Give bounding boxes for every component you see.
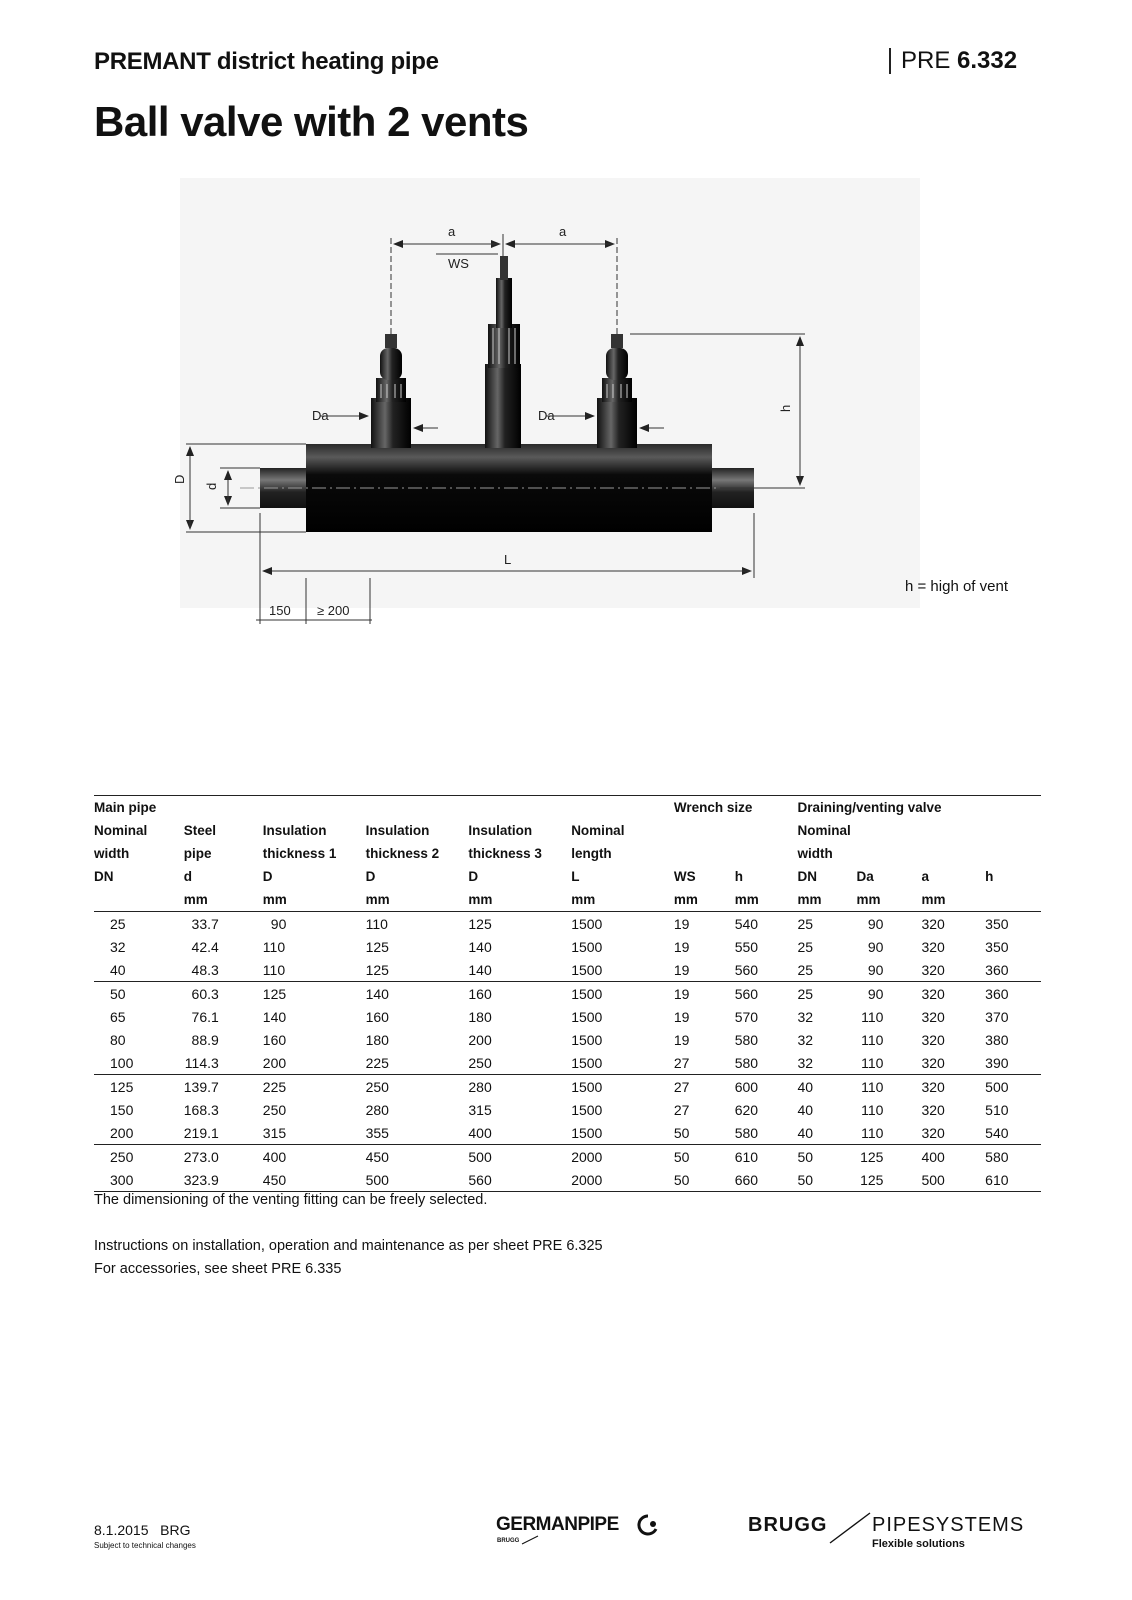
- table-cell: 360: [985, 958, 1041, 982]
- table-cell: 19: [673, 1008, 690, 1025]
- column-header: thickness 3: [468, 846, 542, 861]
- column-header: [674, 842, 735, 865]
- table-cell: 110: [861, 1008, 884, 1025]
- table-cell: 2000: [571, 1168, 674, 1192]
- column-header: mm: [798, 888, 857, 912]
- table-cell: 600: [734, 1078, 759, 1095]
- table-cell: 90: [867, 985, 884, 1002]
- table-row: [94, 1121, 1041, 1145]
- column-header: [735, 819, 798, 842]
- footer-date: 8.1.2015 BRG: [94, 1522, 191, 1538]
- table-cell: 500: [921, 1168, 985, 1192]
- column-header: L: [571, 869, 580, 884]
- column-header: Insulation: [262, 823, 327, 838]
- table-cell: 76.1: [191, 1008, 219, 1025]
- table-cell: 32: [798, 1051, 857, 1075]
- table-cell: 580: [735, 1051, 798, 1075]
- column-header: mm: [674, 888, 735, 912]
- table-cell: 560: [734, 985, 759, 1002]
- table-row: [94, 935, 1041, 958]
- table-cell: 580: [734, 1031, 759, 1048]
- column-header: width: [797, 846, 833, 861]
- table-cell: 550: [734, 938, 759, 955]
- group-wrench-size: Wrench size: [674, 796, 798, 820]
- sheet-code: [889, 48, 1017, 74]
- table-cell: 610: [734, 1148, 759, 1165]
- table-cell: 88.9: [191, 1031, 219, 1048]
- table-cell: 360: [985, 985, 1009, 1002]
- table-cell: 320: [921, 1031, 945, 1048]
- table-row: [94, 982, 1041, 1006]
- column-header: d: [183, 869, 192, 884]
- table-cell: 33.7: [191, 915, 219, 932]
- table-cell: 48.3: [184, 958, 263, 982]
- label-h: h: [778, 404, 793, 412]
- table-cell: 50: [674, 1121, 735, 1145]
- label-a-left: a: [448, 224, 456, 239]
- label-D: D: [172, 474, 187, 484]
- table-cell: 27: [674, 1051, 735, 1075]
- table-cell: 140: [365, 985, 389, 1002]
- table-cell: 140: [468, 958, 571, 982]
- table-cell: 180: [365, 1031, 389, 1048]
- column-header: mm: [263, 888, 366, 912]
- column-header: h: [985, 869, 994, 884]
- table-cell: 500: [985, 1078, 1009, 1095]
- note-instructions: Instructions on installation, operation and maintenance as per sheet PRE 6.325: [94, 1238, 603, 1254]
- column-header: Da: [856, 869, 874, 884]
- table-cell: 100: [94, 1051, 184, 1075]
- table-row: [94, 1168, 1041, 1192]
- table-cell: 32: [797, 1031, 814, 1048]
- table-cell: 350: [985, 938, 1009, 955]
- table-cell: 323.9: [184, 1168, 263, 1192]
- column-header: Insulation: [365, 823, 430, 838]
- column-header: [921, 842, 985, 865]
- table-cell: 320: [921, 915, 945, 932]
- table-cell: 160: [365, 1008, 389, 1025]
- table-cell: 570: [734, 1008, 759, 1025]
- table-cell: 580: [985, 1148, 1009, 1165]
- table-cell: 50: [798, 1168, 857, 1192]
- table-cell: 25: [797, 985, 814, 1002]
- column-header: mm: [921, 888, 985, 912]
- table-cell: 200: [263, 1051, 366, 1075]
- table-cell: 560: [735, 958, 798, 982]
- table-cell: 90: [270, 915, 287, 932]
- footer-subject: Subject to technical changes: [94, 1541, 196, 1550]
- column-header: a: [921, 869, 929, 884]
- table-cell: 1500: [571, 1031, 603, 1048]
- table-cell: 140: [468, 938, 492, 955]
- table-cell: 125: [856, 1168, 921, 1192]
- table-cell: 90: [856, 958, 921, 982]
- column-header: Steel: [183, 823, 217, 838]
- table-cell: 139.7: [183, 1078, 219, 1095]
- table-cell: 320: [921, 1101, 945, 1118]
- table-cell: 125: [110, 1078, 134, 1095]
- table-cell: 19: [673, 1031, 690, 1048]
- column-header: [856, 819, 921, 842]
- table-header-row: [94, 865, 1041, 888]
- brugg-pipesystems-logo: [748, 1511, 1048, 1556]
- table-cell: 110: [263, 958, 366, 982]
- sheet-code-number: 6.332: [957, 47, 1018, 74]
- brugg-tagline: Flexible solutions: [872, 1538, 965, 1550]
- label-ws: WS: [448, 256, 469, 271]
- column-header: [985, 842, 1041, 865]
- sheet-code-prefix: PRE: [901, 47, 951, 74]
- product-title: PREMANT district heating pipe: [94, 48, 439, 75]
- column-header: DN: [94, 869, 114, 884]
- table-cell: 200: [94, 1121, 184, 1145]
- table-row: [94, 1028, 1041, 1051]
- column-header: [985, 888, 1041, 912]
- table-cell: 110: [856, 1051, 921, 1075]
- table-cell: 110: [262, 938, 286, 955]
- table-cell: 1500: [571, 1101, 603, 1118]
- table-cell: 355: [366, 1121, 469, 1145]
- table-cell: 32: [797, 1008, 814, 1025]
- column-header: [921, 819, 985, 842]
- table-cell: 400: [921, 1148, 945, 1165]
- table-cell: 280: [468, 1078, 492, 1095]
- table-cell: 60.3: [191, 985, 219, 1002]
- table-cell: 19: [673, 938, 690, 955]
- label-a-right: a: [559, 224, 567, 239]
- table-cell: 500: [468, 1148, 492, 1165]
- column-header: width: [94, 846, 130, 861]
- label-d: d: [204, 482, 219, 490]
- column-header: [735, 842, 798, 865]
- column-header: WS: [673, 869, 696, 884]
- table-cell: 140: [262, 1008, 287, 1025]
- label-200: ≥ 200: [317, 603, 350, 618]
- table-cell: 540: [734, 915, 759, 932]
- label-da-left: Da: [312, 408, 329, 423]
- table-cell: 40: [798, 1121, 857, 1145]
- table-cell: 150: [110, 1101, 134, 1118]
- table-cell: 250: [262, 1101, 287, 1118]
- table-cell: 168.3: [183, 1101, 219, 1118]
- note-venting: The dimensioning of the venting fitting can be freely selected.: [94, 1192, 488, 1208]
- table-row: [94, 1051, 1041, 1075]
- table-cell: 200: [468, 1031, 492, 1048]
- table-cell: 400: [262, 1148, 287, 1165]
- table-unit-row: [94, 888, 1041, 912]
- label-150: 150: [269, 603, 291, 618]
- table-cell: 125: [468, 915, 492, 932]
- column-header: [856, 842, 921, 865]
- column-header: h: [734, 869, 743, 884]
- table-cell: 42.4: [191, 938, 219, 955]
- table-cell: 50: [674, 1168, 735, 1192]
- column-header: [94, 888, 184, 912]
- column-header: D: [365, 869, 376, 884]
- ball-valve-drawing: [172, 178, 920, 638]
- table-cell: 273.0: [183, 1148, 219, 1165]
- label-da-right: Da: [538, 408, 555, 423]
- table-header-row: [94, 842, 1041, 865]
- table-cell: 19: [673, 915, 690, 932]
- table-cell: 320: [921, 1121, 985, 1145]
- table-cell: 110: [861, 1078, 884, 1095]
- table-cell: 320: [921, 938, 945, 955]
- table-cell: 25: [798, 958, 857, 982]
- table-cell: 320: [921, 1051, 985, 1075]
- table-cell: 510: [985, 1101, 1009, 1118]
- germanpipe-logo-text: GERMANPIPE: [496, 1514, 619, 1535]
- table-cell: 2000: [571, 1148, 603, 1165]
- table-cell: 400: [468, 1121, 571, 1145]
- table-cell: 450: [365, 1148, 389, 1165]
- table-cell: 110: [861, 1031, 884, 1048]
- pipesystems-logo-text: PIPESYSTEMS: [872, 1514, 1025, 1536]
- table-cell: 25: [110, 915, 126, 932]
- table-cell: 320: [921, 958, 985, 982]
- table-cell: 125: [366, 958, 469, 982]
- table-cell: 125: [262, 985, 287, 1002]
- column-header: mm: [366, 888, 469, 912]
- table-cell: 660: [735, 1168, 798, 1192]
- table-row: [94, 1005, 1041, 1028]
- table-cell: 125: [365, 938, 389, 955]
- table-cell: 50: [797, 1148, 814, 1165]
- table-cell: 32: [110, 938, 126, 955]
- table-cell: 90: [867, 938, 884, 955]
- table-row: [94, 1075, 1041, 1099]
- table-cell: 320: [921, 1008, 945, 1025]
- column-header: thickness 2: [365, 846, 440, 861]
- table-cell: 50: [673, 1148, 690, 1165]
- table-cell: 250: [468, 1051, 571, 1075]
- column-header: thickness 1: [262, 846, 337, 861]
- table-cell: 110: [365, 915, 388, 932]
- table-cell: 40: [94, 958, 184, 982]
- table-group-header: [94, 796, 1041, 820]
- column-header: mm: [571, 888, 674, 912]
- table-cell: 540: [985, 1121, 1041, 1145]
- group-draining: Draining/venting valve: [798, 796, 1041, 820]
- table-cell: 40: [797, 1078, 814, 1095]
- table-cell: 27: [673, 1101, 690, 1118]
- germanpipe-logo-sub: BRUGG: [497, 1538, 520, 1544]
- table-cell: 110: [861, 1101, 884, 1118]
- column-header: mm: [856, 888, 921, 912]
- table-cell: 320: [921, 985, 945, 1002]
- table-cell: 380: [985, 1031, 1009, 1048]
- column-header: [985, 819, 1041, 842]
- table-cell: 315: [263, 1121, 366, 1145]
- table-cell: 180: [468, 1008, 492, 1025]
- column-header: mm: [735, 888, 798, 912]
- column-header: [674, 819, 735, 842]
- label-L: L: [504, 552, 512, 567]
- table-cell: 1500: [571, 1051, 674, 1075]
- table-cell: 1500: [571, 938, 603, 955]
- table-cell: 19: [673, 985, 690, 1002]
- table-row: [94, 1145, 1041, 1169]
- table-cell: 250: [365, 1078, 389, 1095]
- table-cell: 25: [797, 915, 814, 932]
- table-row: [94, 912, 1041, 936]
- table-cell: 390: [985, 1051, 1041, 1075]
- table-cell: 1500: [571, 1121, 674, 1145]
- table-cell: 125: [860, 1148, 884, 1165]
- table-cell: 90: [867, 915, 884, 932]
- column-header: D: [468, 869, 479, 884]
- column-header: mm: [184, 888, 263, 912]
- germanpipe-logo: [496, 1510, 676, 1551]
- table-cell: 500: [366, 1168, 469, 1192]
- table-cell: 1500: [571, 985, 603, 1002]
- table-cell: 50: [110, 985, 126, 1002]
- column-header: Nominal: [797, 823, 851, 838]
- table-cell: 370: [985, 1008, 1009, 1025]
- table-cell: 40: [797, 1101, 814, 1118]
- column-header: D: [262, 869, 273, 884]
- table-cell: 160: [468, 985, 492, 1002]
- table-cell: 27: [673, 1078, 690, 1095]
- column-header: Nominal: [571, 823, 625, 838]
- column-header: DN: [797, 869, 818, 884]
- column-header: pipe: [183, 846, 212, 861]
- table-cell: 320: [921, 1078, 945, 1095]
- table-cell: 114.3: [184, 1051, 263, 1075]
- brugg-logo-text: BRUGG: [748, 1514, 828, 1536]
- column-header: Insulation: [468, 823, 533, 838]
- table-cell: 110: [856, 1121, 921, 1145]
- page-title: Ball valve with 2 vents: [94, 98, 529, 145]
- table-cell: 160: [262, 1031, 287, 1048]
- table-cell: 620: [734, 1101, 759, 1118]
- column-header: mm: [468, 888, 571, 912]
- table-cell: 219.1: [184, 1121, 263, 1145]
- table-cell: 225: [262, 1078, 287, 1095]
- table-cell: 350: [985, 915, 1009, 932]
- table-row: [94, 958, 1041, 982]
- table-header-row: [94, 819, 1041, 842]
- table-cell: 1500: [571, 1078, 603, 1095]
- group-main-pipe: Main pipe: [94, 796, 674, 820]
- h-note: h = high of vent: [905, 578, 1008, 595]
- table-cell: 65: [110, 1008, 126, 1025]
- table-cell: 560: [468, 1168, 571, 1192]
- table-cell: 610: [985, 1168, 1041, 1192]
- table-cell: 315: [468, 1101, 492, 1118]
- table-cell: 1500: [571, 1008, 603, 1025]
- table-cell: 80: [110, 1031, 126, 1048]
- table-cell: 225: [366, 1051, 469, 1075]
- table-cell: 250: [110, 1148, 134, 1165]
- table-cell: 19: [674, 958, 735, 982]
- table-cell: 300: [94, 1168, 184, 1192]
- table-cell: 1500: [571, 915, 603, 932]
- table-cell: 1500: [571, 958, 674, 982]
- column-header: Nominal: [94, 823, 148, 838]
- table-cell: 280: [365, 1101, 389, 1118]
- table-cell: 450: [263, 1168, 366, 1192]
- table-cell: 25: [797, 938, 814, 955]
- column-header: length: [571, 846, 612, 861]
- table-row: [94, 1098, 1041, 1121]
- dimension-table: [94, 795, 1041, 1192]
- note-accessories: For accessories, see sheet PRE 6.335: [94, 1261, 342, 1277]
- table-cell: 580: [735, 1121, 798, 1145]
